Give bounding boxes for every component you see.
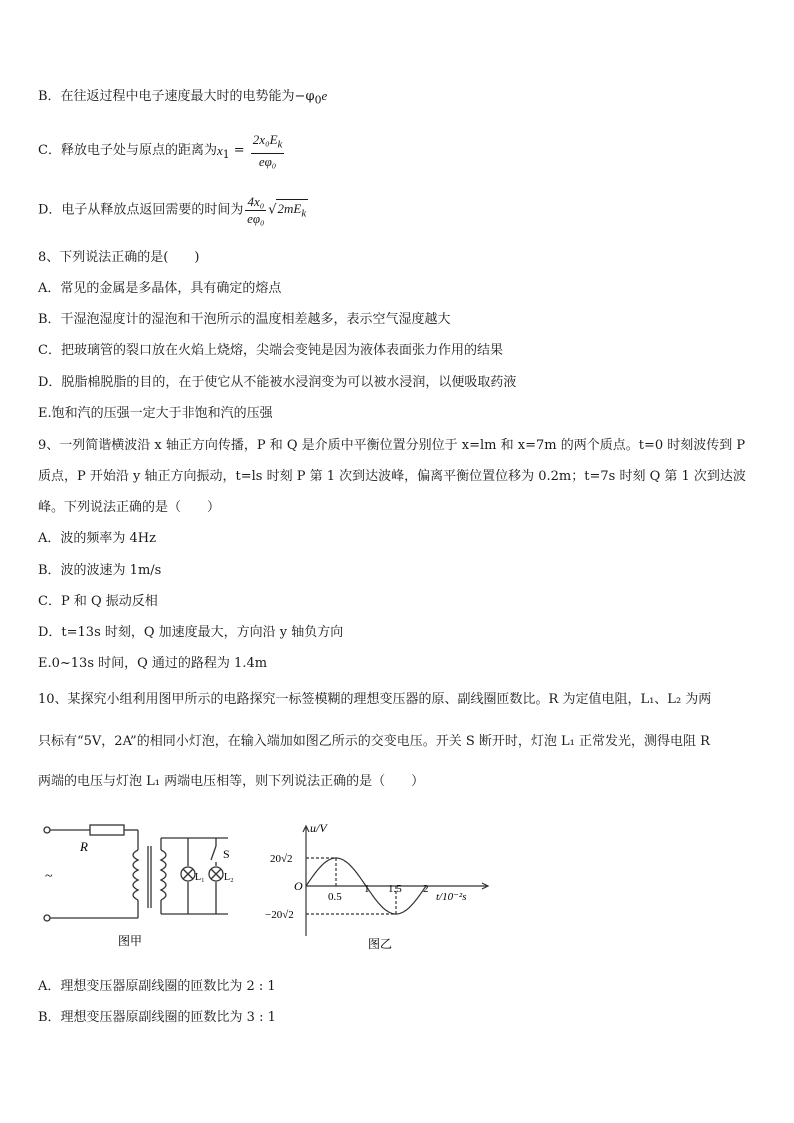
switch-s — [211, 846, 216, 860]
q7-option-b-tail: e — [321, 88, 328, 103]
sqrt-icon: √ — [268, 202, 277, 218]
input-terminal-bottom — [44, 915, 50, 921]
q7-option-c-text: C．释放电子处与原点的距离为 — [38, 142, 217, 158]
x-tick-0: 0.5 — [328, 891, 342, 903]
q7-option-d-fraction — [245, 194, 266, 227]
label-r: R — [80, 839, 88, 854]
q7-option-d-num: 4x₀ — [247, 194, 265, 209]
input-terminal-top — [44, 827, 50, 833]
y-axis-label: u/V — [310, 821, 327, 835]
q7-option-c-lhs-sub: 1 — [222, 147, 230, 161]
x-tick-1: 1 — [364, 883, 370, 895]
label-s: S — [223, 847, 230, 861]
q8-option-c: C．把玻璃管的裂口放在火焰上烧熔，尖端会变钝是因为液体表面张力作用的结果 — [38, 343, 503, 358]
x-tick-2: 1.5 — [388, 883, 402, 895]
q7-option-c-fraction — [251, 132, 285, 170]
q9-stem-line-1: 9、一列简谐横波沿 x 轴正方向传播，P 和 Q 是介质中平衡位置分别位于 x=lm 和 x=7m 的两个质点。t=0 时刻波传到 P — [38, 438, 746, 453]
q10-stem-line-1: 10、某探究小组利用图甲所示的电路探究一标签模糊的理想变压器的原、副线圈匝数比。R 为定值电阻，L₁、L₂ 为两 — [38, 692, 712, 707]
x-tick-3: 2 — [423, 883, 429, 895]
q9-option-a: A．波的频率为 4Hz — [38, 531, 156, 546]
q10-stem-line-2: 只标有“5V，2A”的相同小灯泡，在输入端加如图乙所示的交变电压。开关 S 断开时，灯泡 L₁ 正常发光，测得电阻 R — [38, 734, 710, 749]
resistor — [90, 825, 124, 835]
caption-fig-a: 图甲 — [118, 934, 143, 948]
caption-fig-b: 图乙 — [368, 937, 393, 951]
label-l1: L₁ — [195, 872, 205, 883]
circuit-diagram — [38, 818, 248, 958]
q7-option-b-sub: 0 — [314, 93, 322, 107]
q7-option-d — [38, 194, 308, 227]
q9-option-b: B．波的波速为 1m/s — [38, 563, 162, 578]
q9-option-c: C．P 和 Q 振动反相 — [38, 594, 158, 609]
q7-option-c-eq: = — [229, 142, 249, 158]
q7-option-b-text: B．在往返过程中电子速度最大时的电势能为−φ — [38, 89, 315, 104]
secondary-coil — [161, 850, 166, 900]
q9-option-d: D．t=13s 时刻，Q 加速度最大，方向沿 y 轴负方向 — [38, 625, 344, 640]
q7-option-d-sqrt-sub: k — [301, 207, 307, 220]
q10-option-a: A．理想变压器原副线圈的匝数比为 2 : 1 — [38, 979, 276, 994]
q7-option-d-text: D．电子从释放点返回需要的时间为 — [38, 202, 244, 218]
q8-option-a: A．常见的金属是多晶体，具有确定的熔点 — [38, 281, 282, 296]
q10-stem-line-3: 两端的电压与灯泡 L₁ 两端电压相等，则下列说法正确的是（ ） — [38, 774, 425, 789]
q8-option-b: B．干湿泡湿度计的湿泡和干泡所示的温度相差越多，表示空气湿度越大 — [38, 312, 451, 327]
label-l2: L₂ — [224, 872, 234, 883]
q10-option-b: B．理想变压器原副线圈的匝数比为 3 : 1 — [38, 1010, 276, 1025]
x-axis-label: t/10⁻²s — [436, 891, 467, 903]
q7-option-c-den: eφ₀ — [258, 153, 277, 169]
q9-option-e: E.0~13s 时间，Q 通过的路程为 1.4m — [38, 656, 268, 671]
label-tilde: ~ — [45, 869, 53, 884]
q7-option-b — [38, 87, 327, 110]
q7-option-c-num-sub: k — [277, 138, 283, 151]
q7-option-d-den: eφ₀ — [247, 211, 265, 226]
origin-label: O — [294, 879, 303, 893]
q9-stem-line-3: 峰。下列说法正确的是（ ） — [38, 500, 221, 515]
q7-option-c-num: 2x₀E — [252, 132, 278, 147]
primary-coil — [133, 850, 138, 900]
q7-option-c — [38, 132, 286, 170]
y-tick-positive: 20√2 — [270, 853, 293, 865]
q7-option-d-sqrt — [276, 199, 309, 223]
q7-option-d-sqrt-text: 2mE — [277, 200, 302, 216]
q7-option-c-lhs: x — [216, 142, 223, 158]
q8-stem: 8、下列说法正确的是( ) — [38, 250, 200, 265]
q8-option-d: D．脱脂棉脱脂的目的，在于使它从不能被水浸润变为可以被水浸润，以便吸取药液 — [38, 375, 517, 390]
y-tick-negative: −20√2 — [265, 909, 294, 921]
q8-option-e: E.饱和汽的压强一定大于非饱和汽的压强 — [38, 406, 273, 421]
q9-stem-line-2: 质点，P 开始沿 y 轴正方向振动，t=ls 时刻 P 第 1 次到达波峰，偏离平衡位置位移为 0.2m；t=7s 时刻 Q 第 1 次到达波 — [38, 469, 746, 484]
voltage-waveform-chart — [265, 818, 508, 958]
